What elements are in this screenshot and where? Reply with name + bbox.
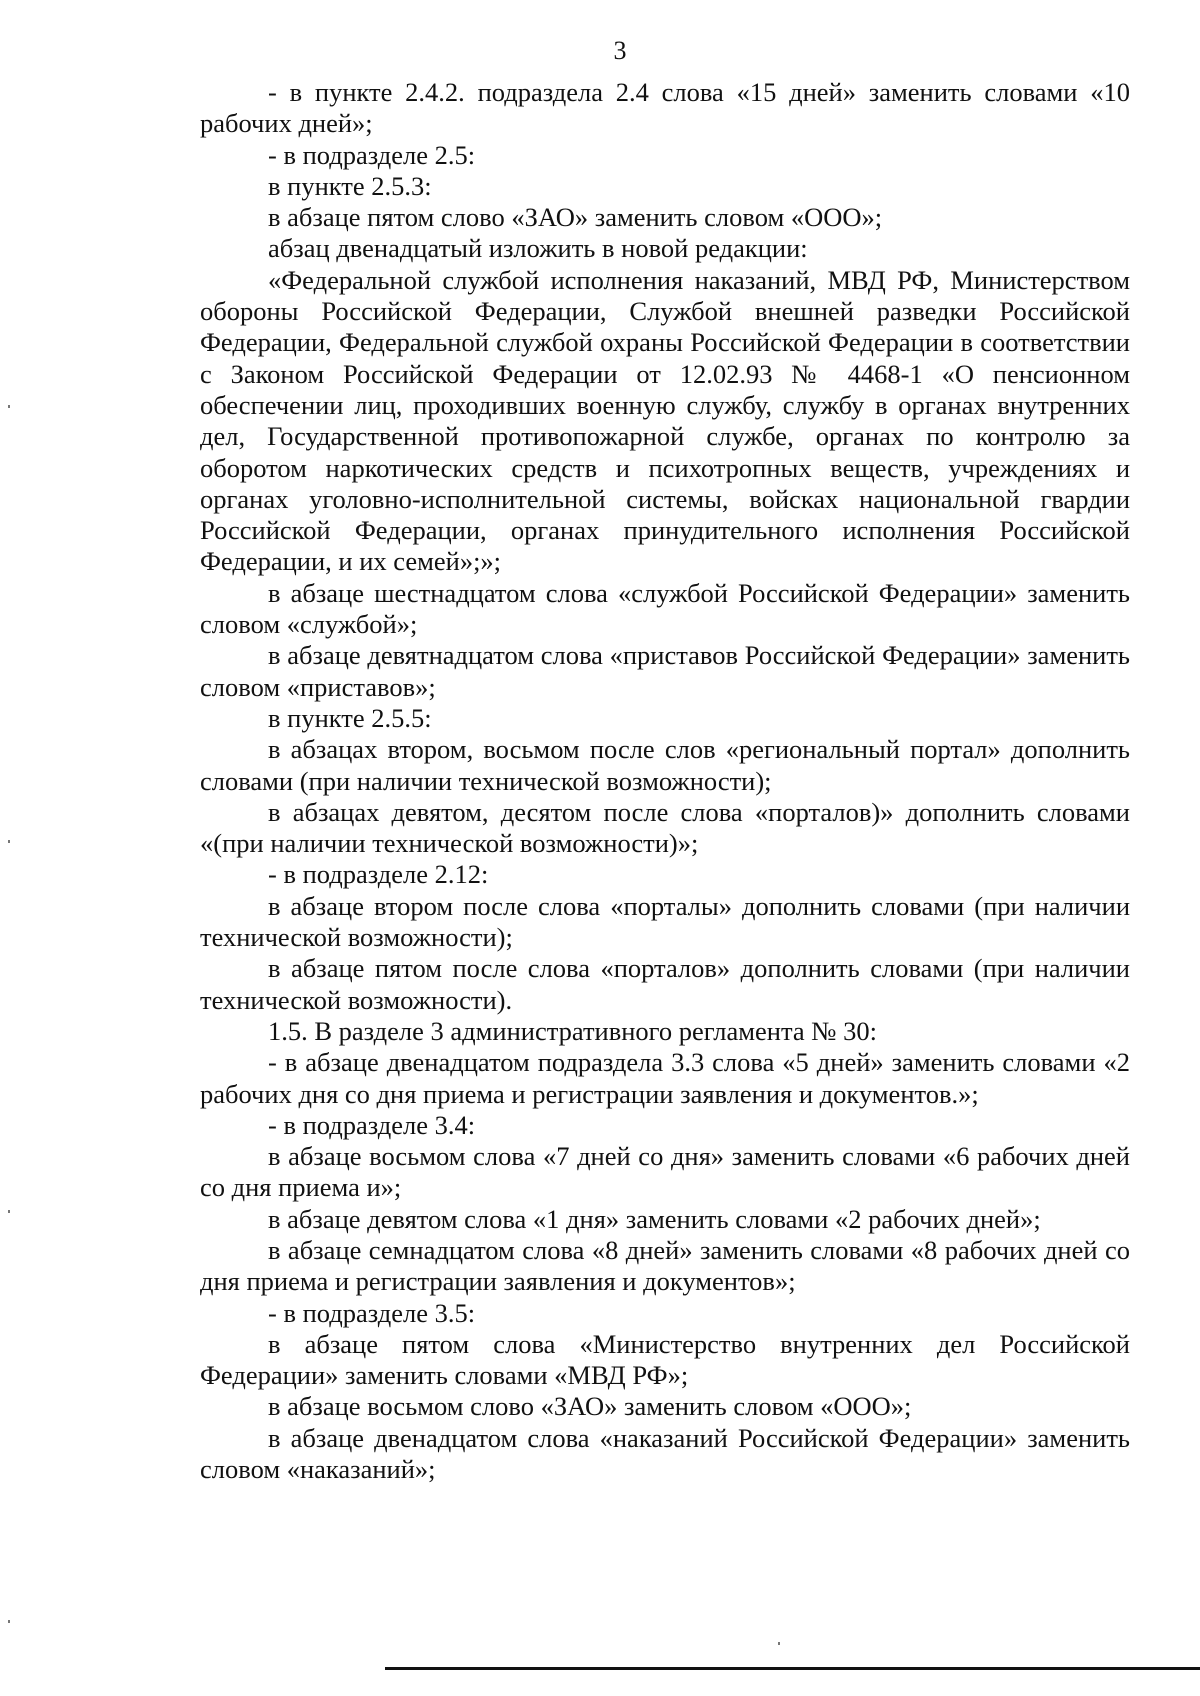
paragraph: в пункте 2.5.3:: [268, 170, 432, 201]
paragraph: - в пункте 2.4.2. подраздела 2.4 слова «15 дней» заменить словами «10 рабочих дней»;: [200, 77, 1130, 139]
paragraph: - в абзаце двенадцатом подраздела 3.3 слова «5 дней» заменить словами «2 рабочих дня со дня приема и регистрации заявления и документов.»;: [200, 1047, 1130, 1109]
paragraph: в абзаце шестнадцатом слова «службой Российской Федерации» заменить словом «службой»;: [200, 577, 1130, 640]
paragraph: в абзаце двенадцатом слова «наказаний Российской Федерации» заменить словом «наказаний»;: [200, 1422, 1130, 1485]
paragraph: в абзаце восьмом слова «7 дней со дня» заменить словами «6 рабочих дней со дня приема и»;: [200, 1141, 1130, 1203]
document-body: [200, 77, 1130, 1485]
scan-mark: [8, 840, 10, 843]
paragraph: - в подразделе 3.5:: [268, 1297, 476, 1328]
page-number: 3: [613, 36, 627, 65]
paragraph: в абзацах втором, восьмом после слов «региональный портал» дополнить словами (при наличии технической возможности);: [200, 734, 1130, 796]
paragraph: в абзаце пятом слово «ЗАО» заменить словом «ООО»;: [268, 202, 883, 233]
scan-mark: [778, 1642, 780, 1645]
paragraph: в абзаце девятом слова «1 дня» заменить словами «2 рабочих дней»;: [268, 1203, 1041, 1234]
paragraph: в абзаце втором после слова «порталы» дополнить словами (при наличии технической возможности);: [200, 890, 1130, 953]
paragraph: в пункте 2.5.5:: [268, 702, 432, 733]
scan-mark: [8, 405, 10, 408]
paragraph: - в подразделе 2.12:: [268, 859, 489, 890]
paragraph: «Федеральной службой исполнения наказаний, МВД РФ, Министерством обороны Российской Федерации, Службой внешней разведки Российской Федерации, Федеральной службой охраны Российской Федерации в соответствии с Законом Российской Федерации от 12.02.93 № 4468-1 «О пенсионном обеспечении лиц, проходивших военную службу, службу в органах внутренних дел, Государственной противопожарной службе, органах по контролю за оборотом наркотических средств и психотропных веществ, учреждениях и органах уголовно-исполнительной системы, войсках национальной гвардии Российской Федерации, органах принудительного исполнения Российской Федерации, и их семей»;»;: [200, 264, 1130, 577]
scan-mark: [8, 1620, 10, 1623]
paragraph: абзац двенадцатый изложить в новой редакции:: [268, 233, 808, 264]
paragraph: в абзаце пятом слова «Министерство внутренних дел Российской Федерации» заменить словами «МВД РФ»;: [200, 1328, 1130, 1391]
paragraph: в абзаце девятнадцатом слова «приставов Российской Федерации» заменить словом «приставов»;: [200, 640, 1130, 702]
paragraph: - в подразделе 3.4:: [268, 1109, 476, 1140]
paragraph: в абзаце пятом после слова «порталов» дополнить словами (при наличии технической возможности).: [200, 953, 1130, 1015]
scan-mark: [8, 1210, 10, 1213]
paragraph: - в подразделе 2.5:: [268, 139, 476, 170]
paragraph: в абзаце восьмом слово «ЗАО» заменить словом «ООО»;: [268, 1391, 912, 1422]
paragraph: в абзацах девятом, десятом после слова «порталов)» дополнить словами «(при наличии технической возможности)»;: [200, 796, 1130, 859]
bottom-scan-line: [385, 1667, 1200, 1670]
paragraph: 1.5. В разделе 3 административного регламента № 30:: [268, 1015, 878, 1046]
paragraph: в абзаце семнадцатом слова «8 дней» заменить словами «8 рабочих дней со дня приема и регистрации заявления и документов»;: [200, 1234, 1130, 1297]
